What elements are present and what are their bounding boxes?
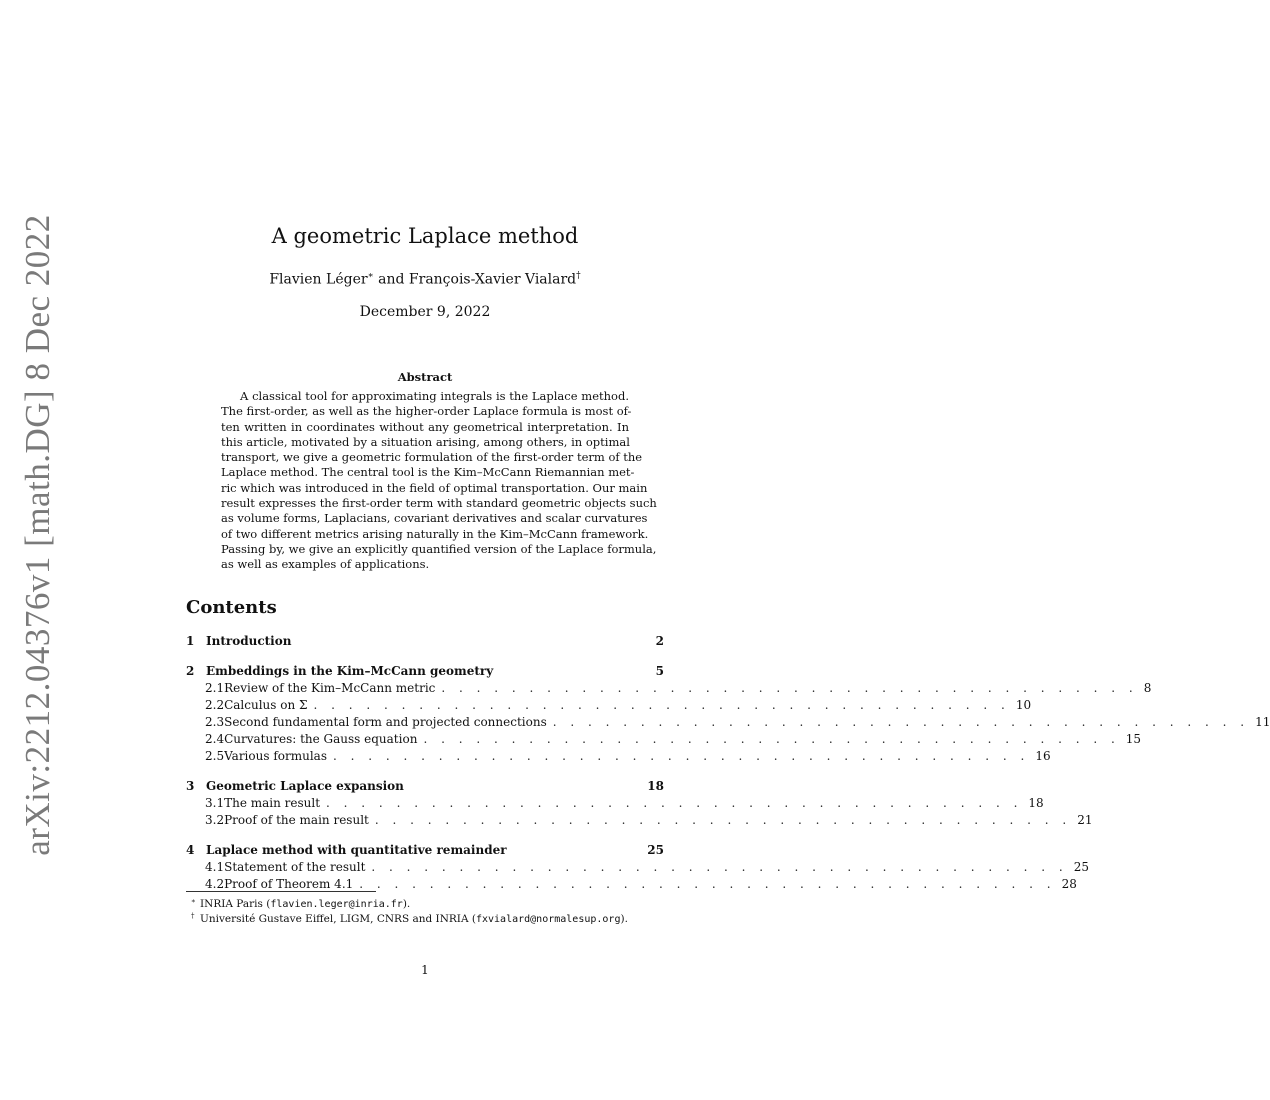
toc-number: 2 <box>186 664 195 678</box>
toc-label: Statement of the result <box>224 860 366 874</box>
toc-subsection-2-1[interactable] <box>186 681 1152 697</box>
abstract-line: as well as examples of applications. <box>221 557 430 572</box>
toc-page: 5 <box>655 664 664 678</box>
footnote-mark-star: ∗ <box>367 271 374 281</box>
toc-page: 18 <box>1028 796 1044 810</box>
toc-number: 4.2 <box>205 877 225 891</box>
toc-page: 25 <box>1073 860 1090 874</box>
abstract-line: of two different metrics arising naturally in the Kim–McCann framework. <box>221 526 649 541</box>
abstract-heading: Abstract <box>397 370 453 384</box>
author-leger: Flavien Léger <box>269 271 368 288</box>
toc-leader: . . . . . . . . . . . . . . . . . . . . . . . . . . . . . . . . . . . . . . . . <box>326 796 1023 810</box>
toc-leader: . . . . . . . . . . . . . . . . . . . . . . . . . . . . . . . . . . . . . . . . <box>423 732 1120 746</box>
toc-page: 10 <box>1015 698 1032 712</box>
toc-number: 2.1 <box>205 681 225 695</box>
toc-label: Calculus on Σ <box>224 698 308 712</box>
toc-leader: . . . . . . . . . . . . . . . . . . . . . . . . . . . . . . . . . . . . . . . . <box>552 715 1250 729</box>
footnote-mark: ∗ <box>191 897 196 905</box>
toc-label: Various formulas <box>224 749 327 763</box>
toc-leader: . . . . . . . . . . . . . . . . . . . . . . . . . . . . . . . . . . . . . . . . <box>359 877 1056 891</box>
toc-label: Embeddings in the Kim–McCann geometry <box>206 664 494 678</box>
toc-leader: . . . . . . . . . . . . . . . . . . . . . . . . . . . . . . . . . . . . . . . . <box>441 681 1138 695</box>
toc-number: 2.4 <box>205 732 225 746</box>
abstract-line: this article, motivated by a situation arising, among others, in optimal <box>221 434 630 449</box>
toc-number: 2.3 <box>205 715 225 729</box>
abstract-line: result expresses the first-order term with standard geometric objects such <box>221 496 657 511</box>
toc-label: Second fundamental form and projected connections <box>224 715 547 729</box>
author-vialard: François-Xavier Vialard <box>408 271 577 288</box>
toc-subsection-2-5[interactable] <box>186 749 1051 765</box>
footnote-1 <box>186 897 628 912</box>
toc-subsection-2-4[interactable] <box>186 732 1142 748</box>
email-link[interactable]: fxvialard@normalesup.org <box>475 914 621 925</box>
paper-title: A geometric Laplace method <box>271 224 579 248</box>
toc-page: 21 <box>1077 813 1093 827</box>
footnote-text: Université Gustave Eiffel, LIGM, CNRS and INRIA ( <box>200 913 476 925</box>
arxiv-sidebar <box>16 214 60 856</box>
contents-heading: Contents <box>186 597 277 618</box>
toc-subsection-2-3[interactable] <box>186 715 1270 731</box>
toc-number: 4 <box>186 843 195 857</box>
toc-leader: . . . . . . . . . . . . . . . . . . . . . . . . . . . . . . . . . . . . . . . . <box>371 860 1068 874</box>
toc-label: Laplace method with quantitative remainder <box>206 843 507 857</box>
footnote-mark-dagger: † <box>576 271 581 281</box>
toc-number: 2.5 <box>205 749 225 763</box>
toc-page: 11 <box>1255 715 1270 729</box>
abstract-body <box>221 389 657 573</box>
footnote-close: ). <box>620 913 628 925</box>
toc-number: 3.1 <box>205 796 225 810</box>
toc-leader: . . . . . . . . . . . . . . . . . . . . . . . . . . . . . . . . . . . . . . . . <box>313 698 1010 712</box>
toc-section-2[interactable] <box>186 664 664 680</box>
toc-number: 2.2 <box>205 698 225 712</box>
email-link[interactable]: flavien.leger@inria.fr <box>270 899 403 910</box>
abstract-line: Laplace method. The central tool is the Kim–McCann Riemannian met- <box>221 465 635 480</box>
toc-page: 8 <box>1143 681 1152 695</box>
toc-label: Introduction <box>206 634 292 648</box>
toc-label: Curvatures: the Gauss equation <box>224 732 418 746</box>
toc-label: Proof of the main result <box>224 813 369 827</box>
footnote-mark: † <box>191 912 195 920</box>
toc-page: 15 <box>1125 732 1142 746</box>
footnote-2 <box>186 912 628 927</box>
toc-page: 18 <box>647 779 664 793</box>
toc-number: 3.2 <box>205 813 225 827</box>
footnote-close: ). <box>402 898 411 910</box>
toc-page: 25 <box>647 843 664 857</box>
toc-section-3[interactable] <box>186 779 664 795</box>
footnote-rule <box>186 891 376 892</box>
toc-section-4[interactable] <box>186 843 664 859</box>
abstract-line: ten written in coordinates without any geometrical interpretation. In <box>221 419 629 434</box>
paper-date: December 9, 2022 <box>359 304 491 320</box>
toc-number: 3 <box>186 779 195 793</box>
toc-label: The main result <box>224 796 321 810</box>
toc-leader: . . . . . . . . . . . . . . . . . . . . . . . . . . . . . . . . . . . . . . . . <box>332 749 1030 763</box>
toc-subsection-4-1[interactable] <box>186 860 1090 876</box>
footnote-text: INRIA Paris ( <box>200 898 271 910</box>
toc-page: 16 <box>1035 749 1051 763</box>
abstract-line: The first-order, as well as the higher-order Laplace formula is most of- <box>221 404 632 419</box>
page-number: 1 <box>421 963 429 977</box>
toc-label: Geometric Laplace expansion <box>206 779 404 793</box>
abstract-line: A classical tool for approximating integrals is the Laplace method. <box>240 389 629 403</box>
toc-label: Proof of Theorem 4.1 <box>224 877 354 891</box>
footnotes <box>186 897 628 927</box>
toc-subsection-2-2[interactable] <box>186 698 1032 714</box>
toc-leader: . . . . . . . . . . . . . . . . . . . . . . . . . . . . . . . . . . . . . . . . <box>374 813 1072 827</box>
toc-label: Review of the Kim–McCann metric <box>224 681 436 695</box>
toc-number: 1 <box>186 634 195 648</box>
author-line <box>0 271 850 288</box>
toc-subsection-3-1[interactable] <box>186 796 1044 812</box>
toc-subsection-3-2[interactable] <box>186 813 1093 829</box>
abstract-line: Passing by, we give an explicitly quantified version of the Laplace formula, <box>221 541 657 556</box>
toc-number: 4.1 <box>205 860 225 874</box>
abstract-line: ric which was introduced in the field of optimal transportation. Our main <box>221 480 648 495</box>
abstract-line: as volume forms, Laplacians, covariant derivatives and scalar curvatures <box>221 511 648 526</box>
abstract-line: transport, we give a geometric formulation of the first-order term of the <box>221 450 643 465</box>
toc-section-1[interactable] <box>186 634 664 650</box>
author-separator: and <box>373 271 409 288</box>
toc-page: 28 <box>1061 877 1077 891</box>
arxiv-identifier: arXiv:2212.04376v1 [math.DG] 8 Dec 2022 <box>18 214 58 856</box>
toc-page: 2 <box>655 634 664 648</box>
